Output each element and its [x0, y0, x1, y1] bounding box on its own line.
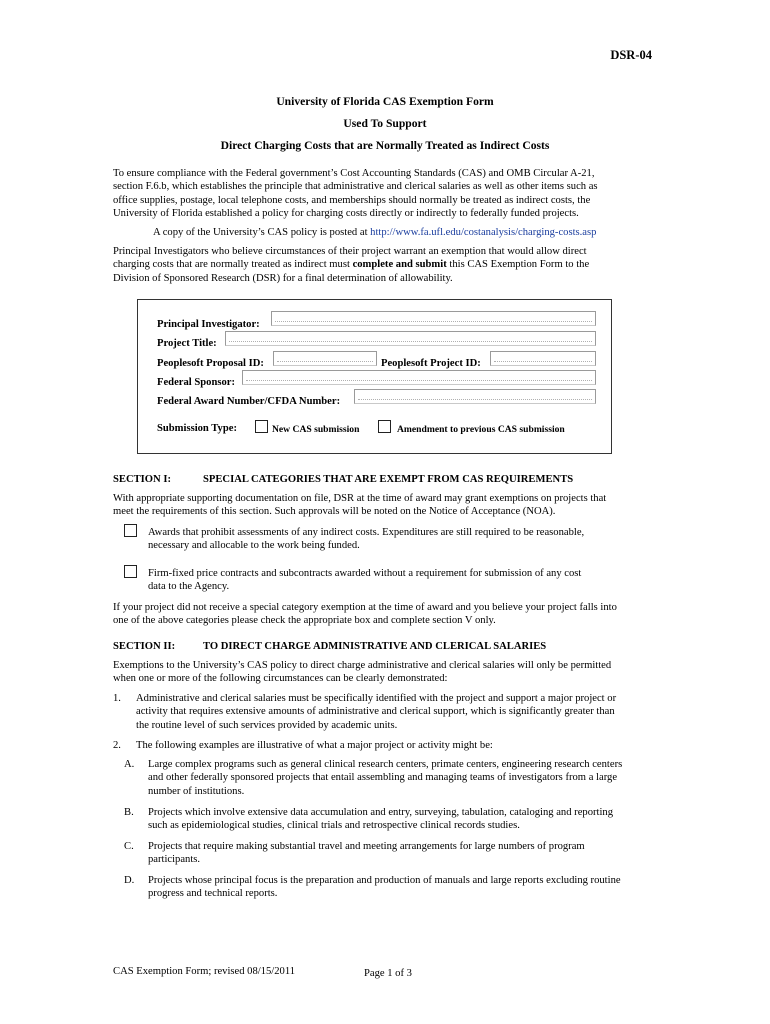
item-line: activity that requires extensive amounts of administrative and clerical support, which is significantly greater than: [136, 706, 615, 718]
example-a-text: [148, 758, 663, 798]
instructions-text: charging costs that are normally treated as indirect must: [113, 259, 353, 271]
example-line: participants.: [148, 854, 201, 866]
section-2-intro-line: Exemptions to the University’s CAS policy to direct charge administrative and clerical salaries will only be permitted: [113, 660, 612, 671]
section-1-note: [113, 601, 653, 628]
item-line: the routine level of such services provided by academic units.: [136, 719, 398, 731]
instructions-emphasis: complete and submit: [352, 259, 447, 271]
page-number: Page 1 of 3: [364, 968, 412, 979]
new-submission-checkbox[interactable]: [255, 420, 268, 433]
item-2-number: 2.: [113, 740, 121, 751]
note-line: one of the above categories please check the appropriate box and complete section V only.: [113, 615, 496, 627]
instructions-line: [113, 258, 653, 271]
example-line: number of institutions.: [148, 785, 245, 797]
example-b-text: [148, 806, 663, 833]
pi-label: Principal Investigator:: [157, 319, 260, 330]
item-1-number: 1.: [113, 693, 121, 704]
item-line: Administrative and clerical salaries must be specifically identified with the project and support a major project or: [136, 693, 617, 704]
form-title: University of Florida CAS Exemption Form: [276, 95, 494, 108]
revision-footer: CAS Exemption Form; revised 08/15/2011: [113, 966, 296, 977]
firm-fixed-price-checkbox[interactable]: [124, 565, 137, 578]
instructions-line: Principal Investigators who believe circumstances of their project warrant an exemption that would allow direct: [113, 246, 587, 257]
option-line: Firm-fixed price contracts and subcontracts awarded without a requirement for submission of any cost: [148, 568, 582, 579]
new-submission-label: New CAS submission: [272, 424, 360, 435]
pi-field[interactable]: [271, 311, 596, 326]
award-number-field[interactable]: [354, 389, 596, 404]
form-subtitle-2: Direct Charging Costs that are Normally Treated as Indirect Costs: [220, 139, 550, 152]
submission-type-label: Submission Type:: [157, 423, 237, 434]
project-title-label: Project Title:: [157, 338, 217, 349]
policy-copy-line: [153, 226, 596, 239]
section-1-number: SECTION I:: [113, 474, 171, 485]
amendment-label: Amendment to previous CAS submission: [397, 424, 565, 435]
section-2-number: SECTION II:: [113, 641, 176, 652]
example-a-letter: A.: [124, 759, 135, 770]
firm-fixed-price-option: [148, 567, 658, 594]
proposal-id-field[interactable]: [273, 351, 377, 366]
example-c-letter: C.: [124, 841, 134, 852]
project-id-field[interactable]: [490, 351, 596, 366]
option-line: data to the Agency.: [148, 581, 230, 593]
intro-line: office supplies, postage, local telephone costs, and memberships should normally be treated as indirect costs, the: [113, 194, 591, 206]
item-1-text: [136, 692, 661, 732]
intro-line: To ensure compliance with the Federal government’s Cost Accounting Standards (CAS) and OMB Circular A-21,: [113, 168, 595, 179]
example-d-text: [148, 874, 663, 901]
no-indirect-costs-checkbox[interactable]: [124, 524, 137, 537]
example-line: Large complex programs such as general clinical research centers, primate centers, engineering research centers: [148, 759, 623, 770]
example-b-letter: B.: [124, 807, 134, 818]
instructions-text: this CAS Exemption Form to the: [446, 259, 590, 271]
section-1-intro-line: With appropriate supporting documentation on file, DSR at the time of award may grant exemptions on projects that: [113, 493, 607, 504]
policy-copy-text: A copy of the University’s CAS policy is posted at: [153, 227, 371, 238]
example-d-letter: D.: [124, 875, 135, 886]
section-1-intro: [113, 492, 653, 519]
amendment-checkbox[interactable]: [378, 420, 391, 433]
section-2-intro: [113, 659, 653, 686]
pi-instructions: [113, 245, 653, 285]
example-line: such as epidemiological studies, clinical trials and retrospective clinical records studies.: [148, 820, 520, 832]
section-1-heading: SPECIAL CATEGORIES THAT ARE EXEMPT FROM CAS REQUIREMENTS: [203, 474, 574, 485]
instructions-line: Division of Sponsored Research (DSR) for a final determination of allowability.: [113, 272, 453, 284]
example-line: Projects whose principal focus is the preparation and production of manuals and large reports excluding routine: [148, 875, 621, 886]
example-c-text: [148, 840, 663, 867]
example-line: progress and technical reports.: [148, 888, 278, 900]
sponsor-field[interactable]: [242, 370, 596, 385]
example-line: Projects that require making substantial travel and meeting arrangements for large numbers of program: [148, 841, 585, 852]
no-indirect-costs-option: [148, 526, 658, 553]
form-subtitle: Used To Support: [343, 117, 427, 130]
intro-paragraph: [113, 167, 653, 221]
project-title-field[interactable]: [225, 331, 596, 346]
intro-line: section F.6.b, which establishes the principle that administrative and clerical salaries as well as other items such as: [113, 181, 598, 193]
section-1-intro-line: meet the requirements of this section. Such approvals will be noted on the Notice of Acceptance (NOA).: [113, 506, 556, 518]
award-number-label: Federal Award Number/CFDA Number:: [157, 396, 341, 407]
proposal-id-label: Peoplesoft Proposal ID:: [157, 358, 264, 369]
option-line: Awards that prohibit assessments of any indirect costs. Expenditures are still required to be reasonable,: [148, 527, 585, 538]
section-2-intro-line: when one or more of the following circumstances can be clearly demonstrated:: [113, 673, 448, 685]
policy-link[interactable]: http://www.fa.ufl.edu/costanalysis/charging-costs.asp: [370, 227, 597, 238]
section-2-heading: TO DIRECT CHARGE ADMINISTRATIVE AND CLERICAL SALARIES: [203, 641, 547, 652]
document-id: DSR-04: [610, 48, 652, 62]
project-id-label: Peoplesoft Project ID:: [381, 358, 481, 369]
option-line: necessary and allocable to the work being funded.: [148, 540, 360, 552]
item-2-text: The following examples are illustrative of what a major project or activity might be:: [136, 740, 493, 751]
project-info-form: [137, 299, 612, 454]
intro-line: University of Florida established a policy for charging costs directly or indirectly to federally funded projects.: [113, 208, 579, 220]
example-line: Projects which involve extensive data accumulation and entry, surveying, tabulation, cataloging and reporting: [148, 807, 614, 818]
sponsor-label: Federal Sponsor:: [157, 377, 235, 388]
note-line: If your project did not receive a special category exemption at the time of award and you believe your project falls into: [113, 602, 617, 613]
example-line: and other federally sponsored projects that entail assembling and managing teams of investigators from a large: [148, 772, 618, 784]
